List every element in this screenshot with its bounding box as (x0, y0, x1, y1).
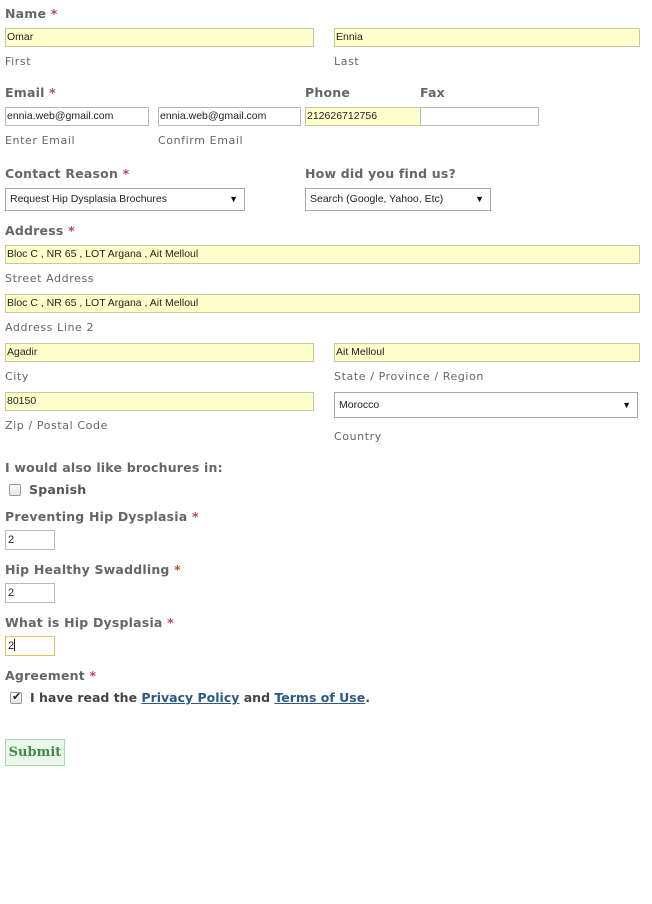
last-name-sublabel: Last (334, 55, 360, 68)
dropdown-arrow-icon: ▼ (229, 194, 238, 204)
email-label: Email * (5, 85, 56, 100)
country-select[interactable] (334, 392, 638, 418)
state-input[interactable]: Ait Melloul (334, 343, 640, 362)
what-is-label: What is Hip Dysplasia * (5, 615, 174, 630)
name-label: Name * (5, 6, 58, 21)
preventing-label: Preventing Hip Dysplasia * (5, 509, 199, 524)
contact-reason-select[interactable] (5, 188, 245, 211)
state-sublabel: State / Province / Region (334, 370, 484, 383)
what-is-value: 2 (8, 640, 15, 652)
confirm-email-input[interactable]: ennia.web@gmail.com (158, 107, 301, 126)
swaddling-quantity-input[interactable]: 2 (5, 583, 55, 603)
terms-of-use-link[interactable]: Terms of Use (274, 690, 366, 705)
street-address-input[interactable]: Bloc C , NR 65 , LOT Argana , Ait Melloul (5, 245, 640, 264)
street-address-sublabel: Street Address (5, 272, 95, 285)
country-value: Morocco (339, 399, 380, 411)
email-input[interactable]: ennia.web@gmail.com (5, 107, 149, 126)
address-line2-input[interactable]: Bloc C , NR 65 , LOT Argana , Ait Melloul (5, 294, 640, 313)
zip-sublabel: Zip / Postal Code (5, 419, 108, 432)
submit-button[interactable]: Submit (5, 739, 65, 766)
city-sublabel: City (5, 370, 29, 383)
dropdown-arrow-icon: ▼ (622, 400, 631, 410)
brochures-label: I would also like brochures in: (5, 460, 223, 475)
phone-input[interactable]: 212626712756 (305, 107, 421, 126)
agreement-checkbox[interactable] (10, 692, 22, 704)
contact-reason-label: Contact Reason * (5, 166, 130, 181)
contact-reason-value: Request Hip Dysplasia Brochures (10, 193, 167, 205)
find-us-value: Search (Google, Yahoo, Etc) (310, 193, 444, 205)
dropdown-arrow-icon: ▼ (475, 194, 484, 204)
check-icon: ✔ (12, 690, 22, 703)
swaddling-label: Hip Healthy Swaddling * (5, 562, 181, 577)
preventing-quantity-input[interactable]: 2 (5, 530, 55, 550)
spanish-checkbox[interactable] (9, 484, 21, 496)
first-name-input[interactable]: Omar (5, 28, 314, 47)
agreement-text: I have read the Privacy Policy and Terms of Use. (30, 690, 370, 705)
what-is-quantity-input[interactable] (5, 636, 55, 656)
confirm-email-sublabel: Confirm Email (158, 134, 244, 147)
find-us-label: How did you find us? (305, 166, 456, 181)
privacy-policy-link[interactable]: Privacy Policy (141, 690, 240, 705)
first-name-sublabel: First (5, 55, 32, 68)
last-name-input[interactable]: Ennia (334, 28, 640, 47)
country-sublabel: Country (334, 430, 382, 443)
phone-label: Phone (305, 85, 351, 100)
address-label: Address * (5, 223, 75, 238)
address-line2-sublabel: Address Line 2 (5, 321, 95, 334)
zip-input[interactable]: 80150 (5, 392, 314, 411)
fax-label: Fax (420, 85, 445, 100)
city-input[interactable]: Agadir (5, 343, 314, 362)
spanish-label: Spanish (29, 482, 87, 497)
text-caret (14, 639, 15, 651)
fax-input[interactable] (420, 107, 539, 126)
find-us-select[interactable] (305, 188, 491, 211)
agreement-label: Agreement * (5, 668, 97, 683)
email-sublabel: Enter Email (5, 134, 76, 147)
